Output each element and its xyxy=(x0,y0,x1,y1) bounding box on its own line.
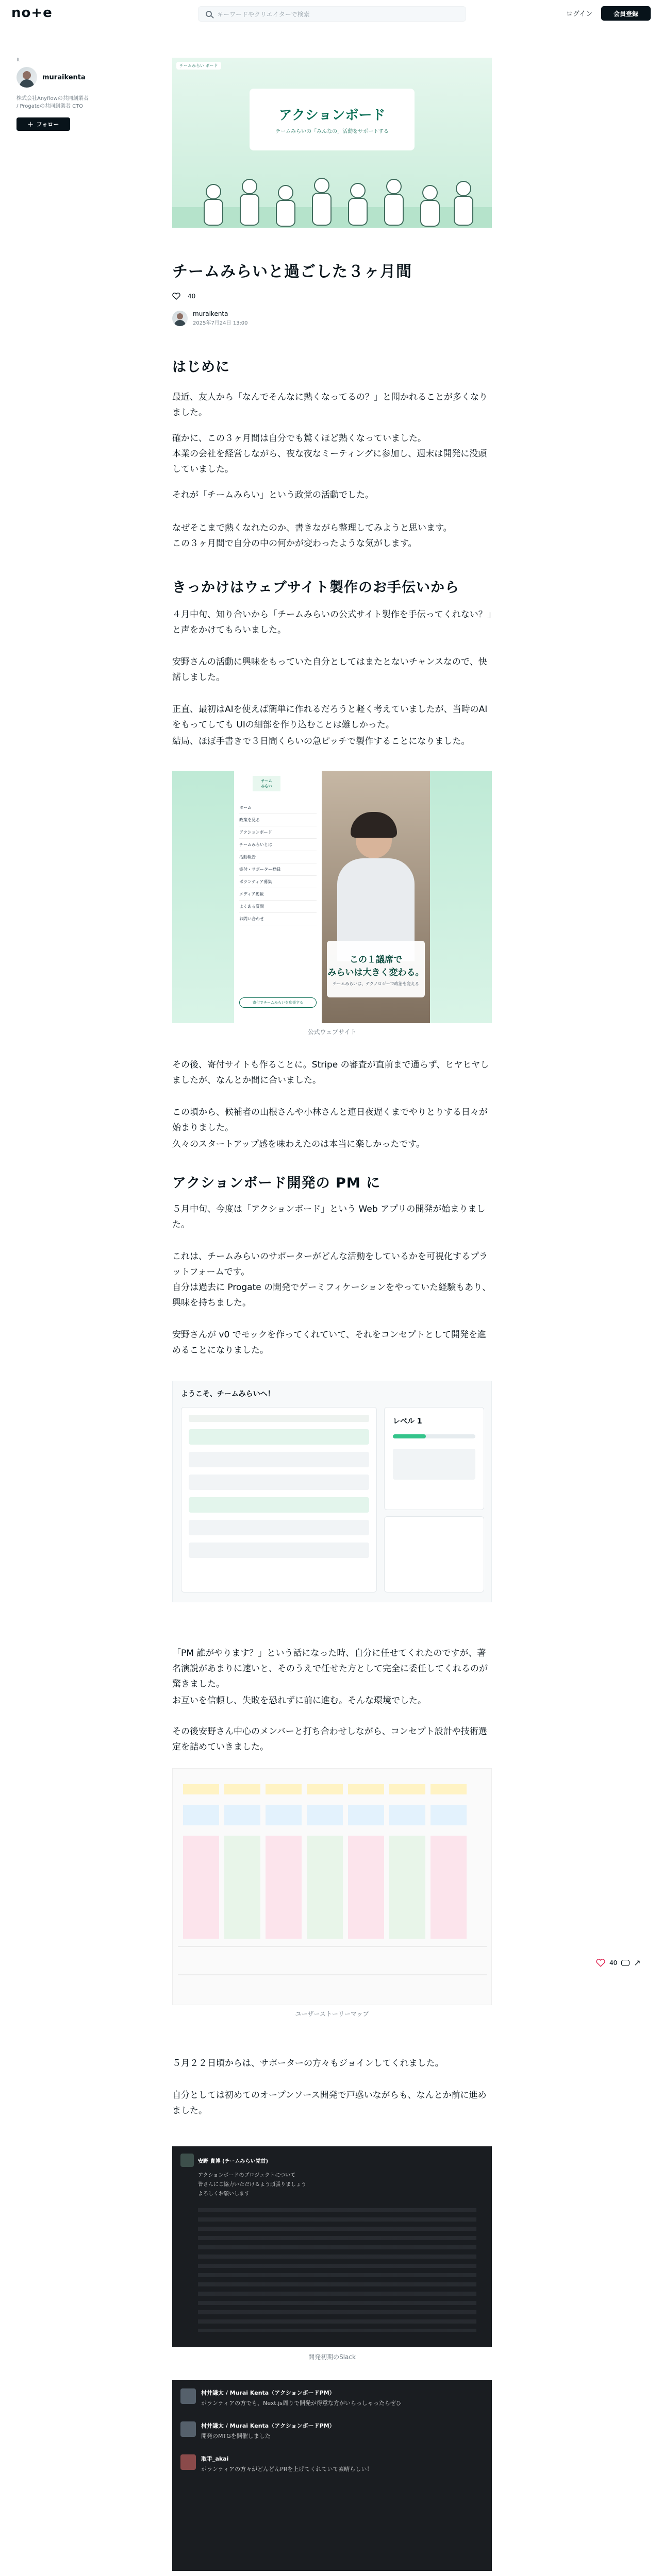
website-menu-item[interactable]: よくある質問 xyxy=(239,901,317,913)
sidebar-label: ft xyxy=(16,58,20,63)
eyecatch-board xyxy=(250,89,415,150)
search-input[interactable] xyxy=(198,6,466,22)
heading-intro: はじめに xyxy=(172,359,230,375)
crowd-illustration xyxy=(172,171,492,228)
sidebar-author[interactable] xyxy=(16,67,89,88)
search-placeholder: キーワードやクリエイターで検索 xyxy=(217,10,310,18)
slack2-author: 取手_akai xyxy=(201,2455,229,2462)
website-menu-item[interactable]: 活動報告 xyxy=(239,851,317,863)
website-menu-item[interactable]: メディア掲載 xyxy=(239,888,317,901)
avatar[interactable] xyxy=(16,67,37,88)
paragraph: 安野さんの活動に興味をもっていた自分としてはまたとないチャンスなので、快諾しました。 xyxy=(172,657,487,683)
avatar xyxy=(180,2454,196,2470)
paragraph: 久々のスタートアップ感を味わえたのは本当に楽しかったです。 xyxy=(172,1139,425,1149)
author-name[interactable]: muraikenta xyxy=(42,73,86,81)
caption: 開発初期のSlack xyxy=(308,2353,356,2361)
slack2-author: 村井謙太 / Murai Kenta（アクションボードPM） xyxy=(201,2422,335,2429)
share-icon[interactable]: ↗ xyxy=(634,1958,641,1968)
hero-line-1: この１議席で xyxy=(350,954,402,965)
website-menu-item[interactable]: ホーム xyxy=(239,802,317,814)
note-logo[interactable]: no+e xyxy=(11,5,53,21)
author-bio: 株式会社Anyflowの共同創業者 / Progateの共同創業者 CTO xyxy=(16,96,89,109)
author-sidebar xyxy=(16,58,89,131)
comment-icon[interactable] xyxy=(621,1960,630,1966)
heading-trigger: きっかけはウェブサイト製作のお手伝いから xyxy=(172,580,460,596)
avatar xyxy=(180,2421,196,2437)
paragraph: その後、寄付サイトも作ることに。Stripe の審査が直前まで通らず、ヒヤヒヤしましたが、なんとか間に合いました。 xyxy=(172,1060,489,1086)
slack2-author: 村井謙太 / Murai Kenta（アクションボードPM） xyxy=(201,2389,335,2396)
avatar xyxy=(180,2388,196,2404)
paragraph: 「PM 誰がやります？」という話になった時、自分に任せてくれたのですが、著名演説があまりに速いと、そのうえで任せた方として完全に委任してくれるのが驚きました。 xyxy=(172,1648,488,1689)
slack1-line: アクションボードのプロジェクトについて xyxy=(198,2173,296,2178)
slack2-text: ボランティアの方々がどんどんPRを上げてくれていて素晴らしい！ xyxy=(201,2466,373,2472)
article-title: チームみらいと過ごした３ヶ月間 xyxy=(172,263,412,281)
website-menu-item[interactable]: 政策を見る xyxy=(239,814,317,826)
paragraph: これは、チームみらいのサポーターがどんな活動をしているかを可視化するプラットフォームです。 xyxy=(172,1251,488,1277)
avatar[interactable] xyxy=(172,311,188,326)
paragraph: なぜそこまで熱くなれたのか、書きながら整理してみようと思います。 xyxy=(172,523,452,533)
caption: ユーザーストーリーマップ xyxy=(295,2010,369,2018)
hero-sub: チームみらいは、テクノロジーで政治を変える xyxy=(333,981,419,986)
meta-author[interactable]: muraikenta xyxy=(193,310,228,317)
slack2-text: ボランティアの方でも、Next.js周りで開発が得意な方がいらっしゃったらぜひ xyxy=(201,2400,402,2406)
speaker-photo xyxy=(322,771,430,1023)
figure-story-map xyxy=(172,1768,492,2005)
paragraph: その後安野さん中心のメンバーと打ち合わせしながら、コンセプト設計や技術選定を詰めていきました。 xyxy=(172,1726,487,1752)
story-map-grid xyxy=(173,1769,492,2006)
caption: 公式ウェブサイト xyxy=(307,1028,357,1036)
paragraph: ５月２２日頃からは、サポーターの方々もジョインしてくれました。 xyxy=(172,2058,444,2069)
follow-button[interactable] xyxy=(16,117,70,131)
slack1-author: 安野 貴博 (チームみらい党首) xyxy=(198,2158,269,2164)
heading-pm: アクションボード開発の PM に xyxy=(172,1175,381,1191)
ab-level: レベル 1 xyxy=(393,1417,422,1426)
website-menu-item[interactable]: アクションボード xyxy=(239,826,317,839)
avatar xyxy=(180,2154,194,2167)
website-menu-item[interactable]: ボランティア募集 xyxy=(239,876,317,888)
slack1-line: よろしくお願いします xyxy=(198,2191,250,2197)
site-logo: チーム みらい xyxy=(253,776,280,791)
search-icon xyxy=(206,11,212,17)
like-row xyxy=(172,293,492,300)
like-count: 40 xyxy=(188,293,196,300)
eyecatch-image xyxy=(172,58,492,228)
article-meta xyxy=(172,310,492,326)
paragraph: 安野さんが v0 でモックを作ってくれていて、それをコンセプトとして開発を進めることになりました。 xyxy=(172,1330,486,1355)
paragraph: 確かに、この３ヶ月間は自分でも驚くほど熱くなっていました。 xyxy=(172,433,426,444)
website-menu xyxy=(239,802,317,925)
website-menu-item[interactable]: 寄付・サポーター登録 xyxy=(239,863,317,876)
heart-icon[interactable] xyxy=(172,293,180,300)
paragraph: 最近、友人から「なんでそんなに熱くなってるの？」と聞かれることが多くなりました。 xyxy=(172,392,488,418)
follow-label: フォロー xyxy=(36,121,59,128)
paragraph: ５月中旬、今度は「アクションボード」という Web アプリの開発が始まりました。 xyxy=(172,1204,486,1230)
figure-slack-2 xyxy=(172,2380,492,2571)
paragraph: それが「チームみらい」という政党の活動でした。 xyxy=(172,490,374,500)
floating-like-count: 40 xyxy=(609,1959,618,1967)
person-plus-icon: ＋ xyxy=(27,121,34,128)
figure-website xyxy=(172,771,492,1023)
eyecatch-title: アクションボード xyxy=(278,108,386,123)
donate-button[interactable]: 寄付でチームみらいを応援する xyxy=(239,997,317,1008)
paragraph: 自分としては初めてのオープンソース開発で戸惑いながらも、なんとか前に進めました。 xyxy=(172,2090,487,2116)
paragraph: 本業の会社を経営しながら、夜な夜なミーティングに参加し、週末は開発に没頭していました。 xyxy=(172,449,487,474)
website-menu-item[interactable]: チームみらいとは xyxy=(239,839,317,851)
hero-line-2: みらいは大きく変わる。 xyxy=(327,967,424,978)
paragraph: この３ヶ月間で自分の中の何かが変わったような気がします。 xyxy=(172,538,417,549)
paragraph: 自分は過去に Progate の開発でゲーミフィケーションをやっていた経験もあり、興味を持ちました。 xyxy=(172,1282,491,1308)
login-link[interactable]: ログイン xyxy=(566,10,593,18)
figure-actionboard xyxy=(172,1381,492,1602)
heart-icon[interactable] xyxy=(596,1959,605,1967)
paragraph: 結局、ほぼ手書きで３日間くらいの急ピッチで製作することになりました。 xyxy=(172,736,470,747)
website-menu-item[interactable]: お問い合わせ xyxy=(239,913,317,925)
paragraph: この頃から、候補者の山根さんや小林さんと連日夜遅くまでやりとりする日々が始まりました。 xyxy=(172,1107,488,1133)
paragraph: お互いを信頼し、失敗を恐れずに前に進む。そんな環境でした。 xyxy=(172,1696,426,1706)
paragraph: 正直、最初はAIを使えば簡単に作れるだろうと軽く考えていましたが、当時のAIをもってしても UIの細部を作り込むことは難しかった。 xyxy=(172,704,488,730)
paragraph: ４月中旬、知り合いから「チームみらいの公式サイト製作を手伝ってくれない？」と声をかけてもらいました。 xyxy=(172,609,492,635)
meta-date: 2025年7月24日 13:00 xyxy=(193,320,248,326)
floating-actions xyxy=(596,1958,641,1968)
article xyxy=(172,58,492,326)
figure-slack-1 xyxy=(172,2146,492,2347)
slack2-text: 開発のMTGを開催しました xyxy=(201,2433,271,2439)
site-header xyxy=(0,0,662,26)
slack1-line: 皆さんにご協力いただけるよう頑張りましょう xyxy=(198,2182,306,2188)
eyecatch-subtitle: チームみらいの「みんなの」活動をサポートする xyxy=(275,129,389,134)
eyecatch-tab: チームみらい ボード xyxy=(176,62,221,70)
signup-button[interactable]: 会員登録 xyxy=(601,6,651,21)
ab-greeting: ようこそ、チームみらいへ！ xyxy=(181,1390,275,1398)
